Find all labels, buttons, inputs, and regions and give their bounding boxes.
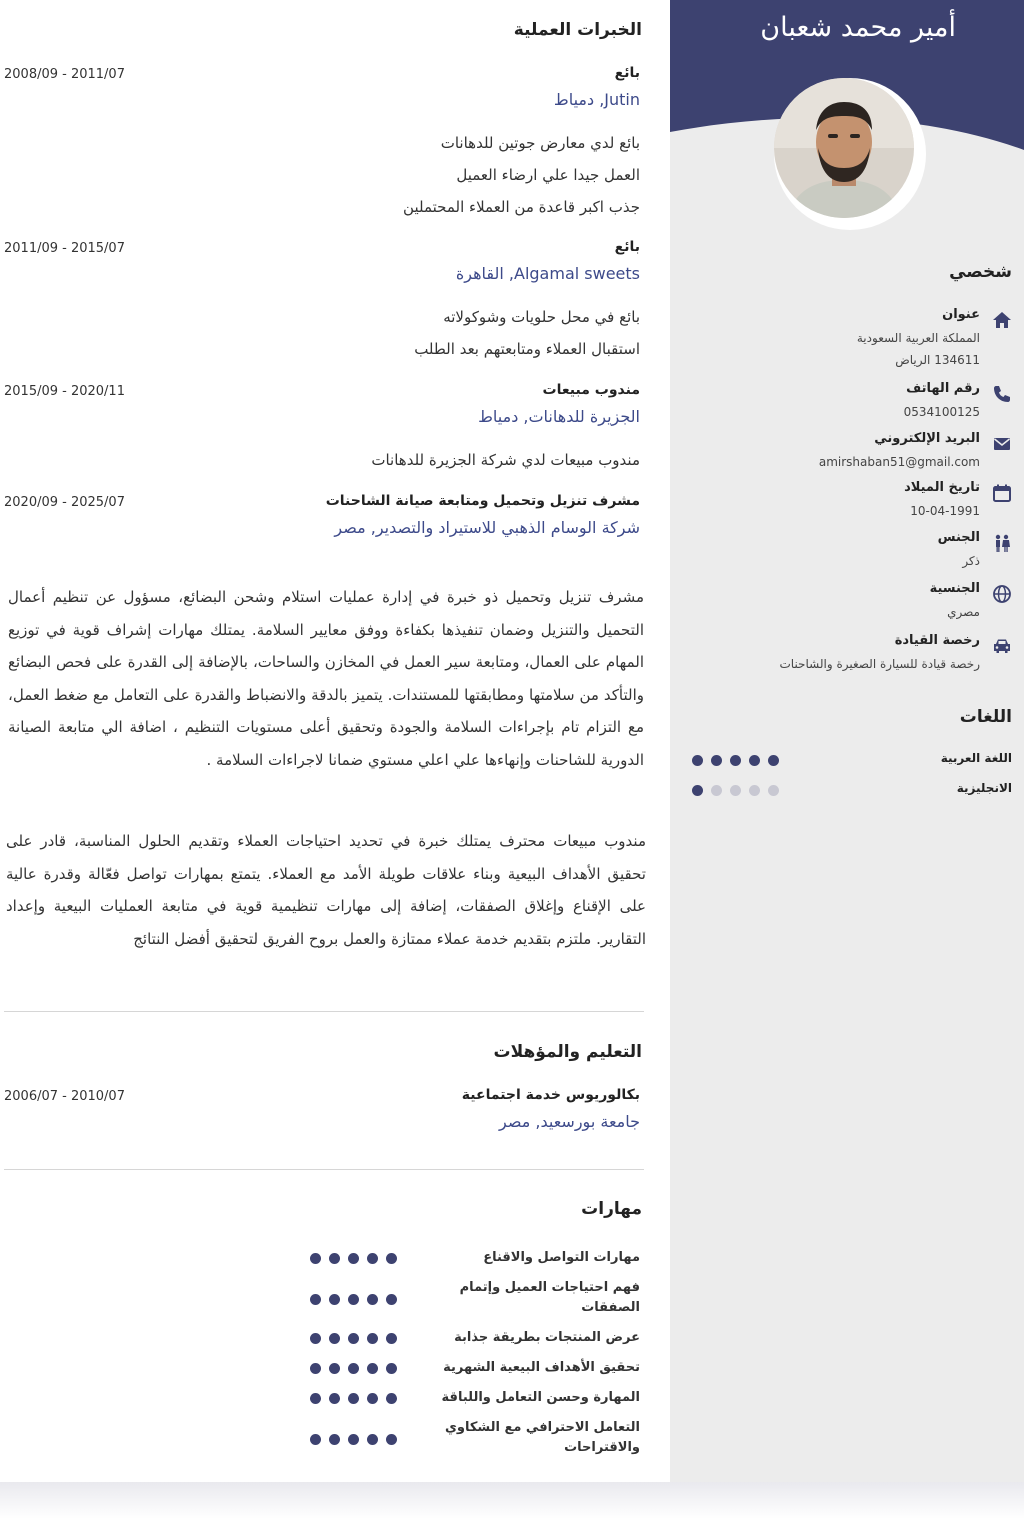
rating-dot	[367, 1363, 378, 1374]
rating-dot	[386, 1294, 397, 1305]
rating-dot	[386, 1333, 397, 1344]
info-driving-license	[682, 633, 1012, 677]
skill-row	[300, 1358, 640, 1380]
info-phone	[682, 381, 1012, 425]
job-company: Algamal sweets, القاهرة	[455, 264, 640, 283]
job-entry	[0, 382, 640, 482]
info-birthdate	[682, 480, 1012, 524]
job-duty: العمل جيدا علي ارضاء العميل	[456, 166, 640, 184]
info-label: رخصة القيادة	[894, 633, 980, 648]
education-section-title: التعليم والمؤهلات	[493, 1042, 642, 1062]
skill-name: المهارة وحسن التعامل واللباقة	[441, 1390, 640, 1405]
avatar-portrait-icon	[774, 78, 914, 218]
rating-dot	[367, 1393, 378, 1404]
rating-dot	[329, 1333, 340, 1344]
skill-name: فهم احتياجات العميل وإتمام الصفقات	[459, 1280, 640, 1315]
rating-dot	[348, 1294, 359, 1305]
skill-name: مهارات التواصل والاقناع	[483, 1250, 640, 1265]
job-title: مشرف تنزيل وتحميل ومتابعة صيانة الشاحنات	[325, 493, 640, 509]
job-duty: استقبال العملاء ومتابعتهم بعد الطلب	[414, 340, 640, 358]
job-duty: مندوب مبيعات لدي شركة الجزيرة للدهانات	[371, 451, 640, 469]
job-company: شركة الوسام الذهبي للاستيراد والتصدير, مصر	[334, 518, 640, 537]
rating-dot	[692, 755, 703, 766]
personal-section-title: شخصي	[949, 262, 1012, 282]
job-title: مندوب مبيعات	[542, 382, 640, 398]
education-date: 2006/07 - 2010/07	[4, 1089, 125, 1104]
gender-icon	[992, 533, 1012, 553]
rating-dot	[329, 1393, 340, 1404]
education-entry	[0, 1087, 640, 1147]
rating-dot	[310, 1253, 321, 1264]
rating-dot	[310, 1294, 321, 1305]
experience-summary: مندوب مبيعات محترف يمتلك خبرة في تحديد احتياجات العملاء وتقديم الحلول المناسبة، قادر على تحقيق الأهداف البيعية وبناء علاقات طويلة الأمد مع العملاء. يتمتع بمهارات تواصل فعّالة وقدرة عالية على الإقناع وإغلاق الصفقات، إضافة إلى مهارات تنظيمية قوية في متابعة العمليات البيعية وإعداد التقارير. ملتزم بتقديم خدمة عملاء ممتازة والعمل بروح الفريق لتحقيق أفضل النتائج	[6, 832, 646, 948]
mail-icon	[992, 434, 1012, 454]
info-label: عنوان	[942, 307, 980, 322]
job-date: 2008/09 - 2011/07	[4, 67, 125, 82]
skill-level	[310, 1333, 397, 1344]
language-name: اللغة العربية	[940, 751, 1012, 765]
experience-summary: مشرف تنزيل وتحميل ذو خبرة في إدارة عمليات استلام وشحن البضائع، مسؤول عن تنظيم أعمال التحميل والتنزيل وضمان تنفيذها بكفاءة ووفق معايير السلامة. يمتلك مهارات إشراف قوية في توزيع المهام على العمال، ومتابعة سير العمل في المخازن والساحات، بالإضافة إلى القدرة على فحص البضائع والتأكد من سلامتها ومطابقتها للمستندات. يتميز بالدقة والانضباط والقدرة على التعامل مع ضغط العمل، مع التزام تام بإجراءات السلامة والجودة وتحقيق أعلى مستويات التنظيم ، اضافة الي متابعة الصيانة الدورية للشاحنات وإنهاءها علي اعلي مستوي ضمانا لاجراءات السلامة .	[8, 588, 644, 769]
skill-row	[300, 1388, 640, 1410]
job-company: Jutin, دمياط	[553, 90, 640, 109]
skill-level	[310, 1294, 397, 1305]
info-nationality	[682, 581, 1012, 625]
job-entry	[0, 65, 640, 225]
page-shadow	[0, 1482, 1024, 1519]
rating-dot	[749, 785, 760, 796]
info-value: 0534100125	[903, 405, 980, 419]
job-title: بائع	[614, 65, 640, 81]
rating-dot	[386, 1434, 397, 1445]
experience-section-title: الخبرات العملية	[513, 20, 642, 40]
rating-dot	[348, 1434, 359, 1445]
language-name: الانجليزية	[956, 781, 1012, 795]
info-email	[682, 431, 1012, 475]
rating-dot	[730, 785, 741, 796]
job-company: الجزيرة للدهانات, دمياط	[478, 407, 640, 426]
info-label: تاريخ الميلاد	[904, 480, 980, 495]
rating-dot	[348, 1253, 359, 1264]
info-value: ذكر	[962, 554, 980, 568]
info-value: 10-04-1991	[910, 504, 980, 518]
sidebar-header	[670, 0, 1024, 220]
section-divider	[4, 1011, 644, 1012]
rating-dot	[310, 1434, 321, 1445]
rating-dot	[768, 785, 779, 796]
skill-name: التعامل الاحترافي مع الشكاوي والاقتراحات	[444, 1420, 640, 1455]
car-icon	[992, 636, 1012, 656]
section-divider	[4, 1169, 644, 1170]
rating-dot	[749, 755, 760, 766]
rating-dot	[711, 755, 722, 766]
skill-level	[310, 1363, 397, 1374]
skill-level	[310, 1434, 397, 1445]
rating-dot	[348, 1333, 359, 1344]
skills-section-title: مهارات	[581, 1199, 642, 1219]
rating-dot	[730, 755, 741, 766]
rating-dot	[367, 1253, 378, 1264]
job-duty: بائع في محل حلويات وشوكولاته	[443, 308, 640, 326]
rating-dot	[329, 1363, 340, 1374]
phone-icon	[992, 384, 1012, 404]
calendar-icon	[992, 483, 1012, 503]
job-date: 2011/09 - 2015/07	[4, 241, 125, 256]
language-level	[692, 785, 779, 796]
rating-dot	[310, 1333, 321, 1344]
rating-dot	[386, 1393, 397, 1404]
rating-dot	[386, 1363, 397, 1374]
skill-row	[300, 1418, 640, 1462]
degree-title: بكالوريوس خدمة اجتماعية	[461, 1087, 640, 1103]
rating-dot	[386, 1253, 397, 1264]
skill-level	[310, 1253, 397, 1264]
rating-dot	[329, 1253, 340, 1264]
rating-dot	[329, 1434, 340, 1445]
language-level	[692, 755, 779, 766]
job-date: 2020/09 - 2025/07	[4, 495, 125, 510]
school-name: جامعة بورسعيد, مصر	[499, 1112, 640, 1131]
sidebar	[670, 0, 1024, 1482]
info-label: الجنسية	[929, 581, 980, 596]
rating-dot	[329, 1294, 340, 1305]
job-date: 2015/09 - 2020/11	[4, 384, 125, 399]
rating-dot	[367, 1294, 378, 1305]
globe-icon	[992, 584, 1012, 604]
rating-dot	[310, 1363, 321, 1374]
rating-dot	[367, 1333, 378, 1344]
skill-level	[310, 1393, 397, 1404]
info-value: مصري	[947, 605, 980, 619]
job-entry	[0, 493, 640, 553]
language-row	[692, 781, 1012, 801]
info-value: رخصة قيادة للسيارة الصغيرة والشاحنات	[779, 657, 980, 671]
skill-name: تحقيق الأهداف البيعية الشهرية	[443, 1360, 640, 1375]
info-gender	[682, 530, 1012, 574]
job-duty: بائع لدي معارض جوتين للدهانات	[440, 134, 640, 152]
rating-dot	[310, 1393, 321, 1404]
language-row	[692, 751, 1012, 771]
info-value: 134611 الرياض	[895, 353, 980, 367]
profile-photo	[774, 78, 926, 230]
skill-name: عرض المنتجات بطريقة جذابة	[454, 1330, 640, 1345]
info-value: amirshaban51@gmail.com	[818, 455, 980, 469]
rating-dot	[348, 1363, 359, 1374]
home-icon	[992, 310, 1012, 330]
rating-dot	[367, 1434, 378, 1445]
info-label: الجنس	[937, 530, 980, 545]
info-address	[682, 307, 1012, 373]
rating-dot	[348, 1393, 359, 1404]
info-value: المملكة العربية السعودية	[856, 331, 980, 345]
skill-row	[300, 1278, 640, 1322]
person-name: أمير محمد شعبان	[760, 12, 956, 43]
skill-row	[300, 1248, 640, 1270]
job-entry	[0, 239, 640, 369]
skill-row	[300, 1328, 640, 1350]
info-label: البريد الإلكتروني	[874, 431, 980, 446]
rating-dot	[711, 785, 722, 796]
languages-section-title: اللغات	[959, 707, 1012, 727]
job-duty: جذب اكبر قاعدة من العملاء المحتملين	[403, 198, 640, 216]
job-title: بائع	[614, 239, 640, 255]
rating-dot	[692, 785, 703, 796]
info-label: رقم الهاتف	[906, 381, 980, 396]
rating-dot	[768, 755, 779, 766]
